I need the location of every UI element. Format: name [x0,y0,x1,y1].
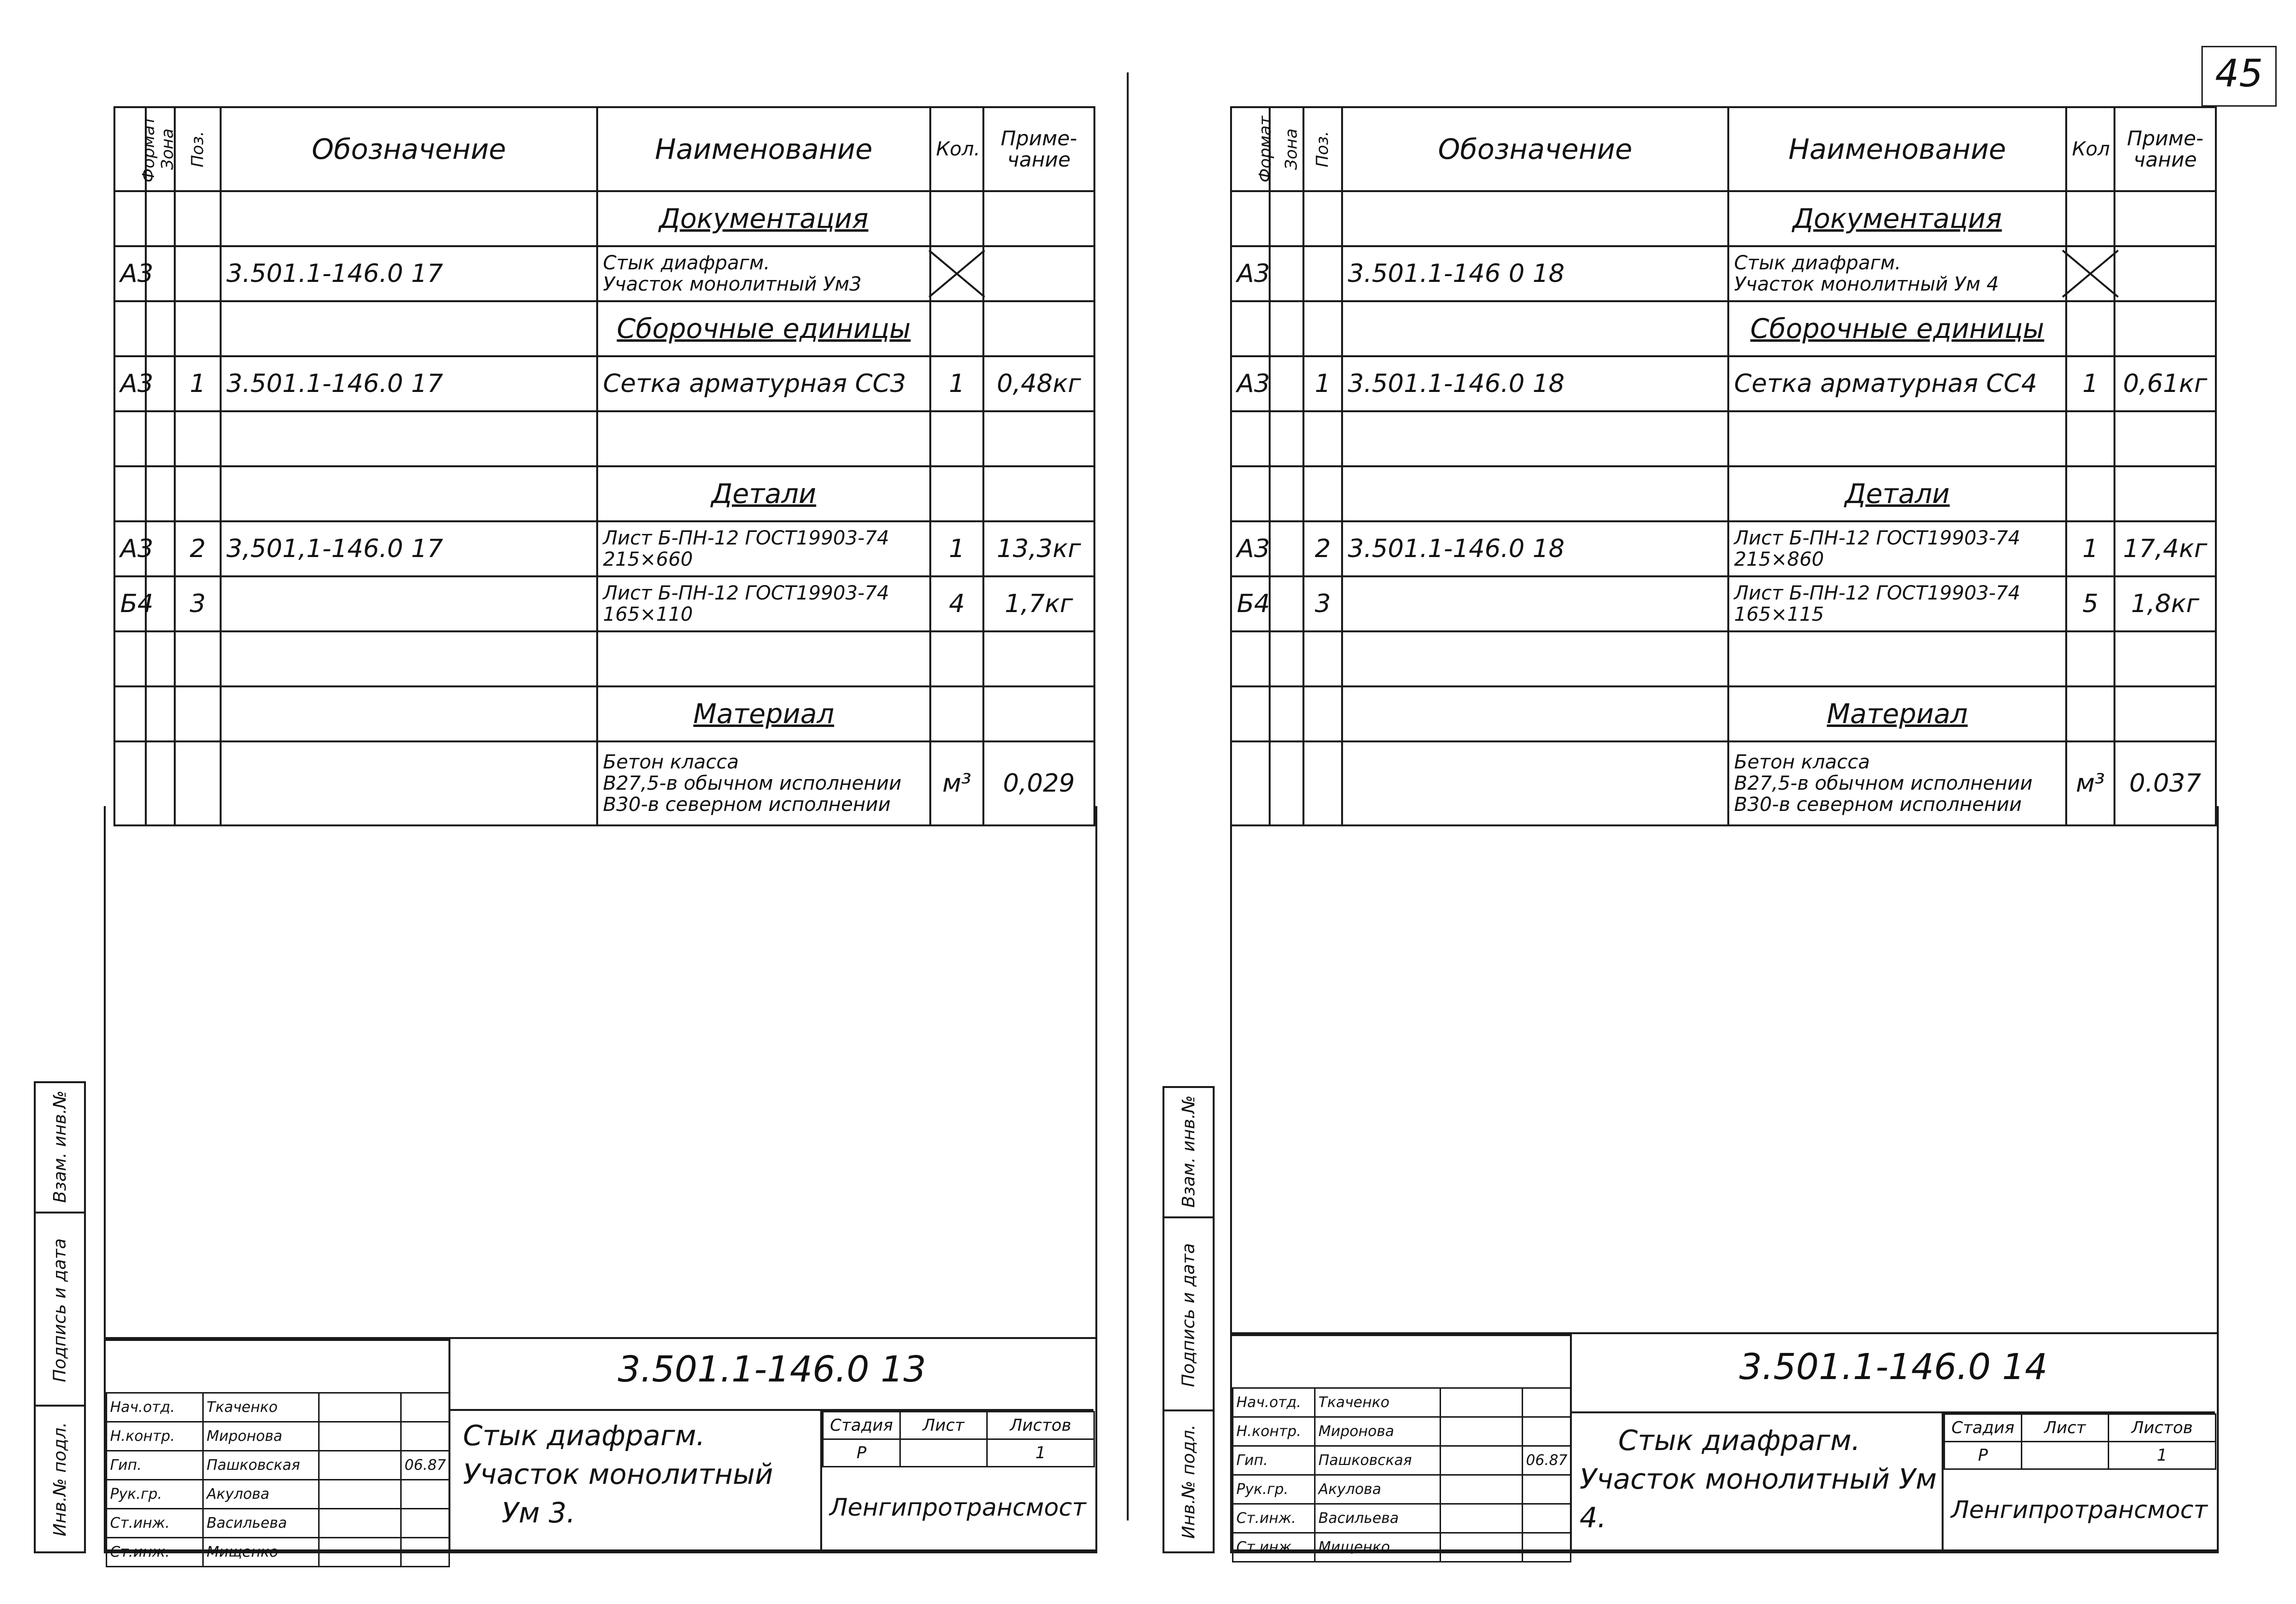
staff-table [1232,1387,1571,1562]
side-inv: Инв.№ подл. [1164,1409,1213,1551]
side-strip-right [1162,1086,1215,1553]
drawing-title: Стык диафрагм. Участок монолитный Ум 4. [1580,1424,1937,1534]
stage-table: Стадия Лист Листов Р 1 [822,1411,1095,1467]
cross-mark [930,246,983,301]
spec-table-right [1230,106,2217,826]
staff-row: Гип. Пашковская 06.87 [1233,1446,1571,1475]
staff-row: Ст.инж. Васильева [1233,1504,1571,1533]
col-pos: Поз. [1303,107,1342,191]
spec-table-left [113,106,1095,826]
staff-row: Нач.отд. Ткаченко [1233,1388,1571,1417]
table-row: Б4 3 Лист Б-ПН-12 ГОСТ19903-74 165×110 4 1,7кг [114,576,1094,631]
table-row: Бетон класса В27,5-в обычном исполнении В30-в северном исполнении м³ 0.037 [1231,741,2216,825]
side-strip-left [34,1081,86,1553]
table-row: А3 1 3.501.1-146.0 17 Сетка арматурная СС3 1 0,48кг [114,356,1094,411]
spec-header [1231,107,2216,191]
side-vzam: Взам. инв.№ [1178,1095,1199,1208]
table-row: А3 2 3,501,1-146.0 17 Лист Б-ПН-12 ГОСТ19903-74 215×660 1 13,3кг [114,521,1094,576]
col-zone: Зона [146,107,175,191]
side-vzam: Взам. инв.№ [50,1090,70,1203]
spec-header [114,107,1094,191]
table-row [1231,191,2216,246]
table-row [114,686,1094,741]
table-row: А3 3.501.1-146.0 17 Стык диафрагм. Участок монолитный Ум3 [114,246,1094,301]
table-row [1231,466,2216,521]
table-row [114,301,1094,356]
organization: Ленгипротрансмост [829,1493,1086,1521]
staff-row: Ст.инж. Васильева [107,1509,449,1538]
table-row [114,411,1094,466]
section-assembly: Сборочные единицы [1728,301,2066,356]
table-row [114,631,1094,686]
document-code: 3.501.1-146.0 14 [1739,1346,2048,1388]
sheet-right [1148,0,2296,1604]
staff-row: Гип. Пашковская 06.87 [107,1451,449,1480]
table-row [114,466,1094,521]
col-note: Приме-чание [983,107,1094,191]
organization: Ленгипротрансмост [1951,1496,2208,1524]
staff-row: Рук.гр. Акулова [107,1480,449,1509]
title-block-right [1230,1332,2219,1556]
side-podpis: Подпись и дата [1164,1216,1213,1411]
col-name: Наименование [1728,107,2066,191]
section-details: Детали [1728,466,2066,521]
col-format: Формат [114,107,146,191]
drawing-title: Стык диафрагм. Участок монолитный Ум 3. [463,1419,773,1529]
staff-table [106,1392,450,1567]
stage-table: Стадия Лист Листов Р 1 [1944,1413,2216,1470]
table-row: Б4 3 Лист Б-ПН-12 ГОСТ19903-74 165×115 5 1,8кг [1231,576,2216,631]
page-number: 45 [2201,46,2277,107]
staff-row: Н.контр. Миронова [107,1422,449,1451]
table-row: А3 3.501.1-146 0 18 Стык диафрагм. Участок монолитный Ум 4 [1231,246,2216,301]
document-code: 3.501.1-146.0 13 [617,1349,926,1390]
section-material: Материал [1728,686,2066,741]
col-zone: Зона [1270,107,1303,191]
section-material: Материал [597,686,930,741]
section-assembly: Сборочные единицы [597,301,930,356]
table-row [1231,301,2216,356]
col-format: Формат [1231,107,1270,191]
col-designation: Обозначение [1342,107,1728,191]
table-row: А3 2 3.501.1-146.0 18 Лист Б-ПН-12 ГОСТ19903-74 215×860 1 17,4кг [1231,521,2216,576]
col-pos: Поз. [175,107,221,191]
staff-row: Нач.отд. Ткаченко [107,1393,449,1422]
section-docs: Документация [1728,191,2066,246]
table-row [1231,411,2216,466]
table-row: Бетон класса В27,5-в обычном исполнении В30-в северном исполнении м³ 0,029 [114,741,1094,825]
staff-row: Н.контр. Миронова [1233,1417,1571,1446]
col-note: Приме-чание [2114,107,2216,191]
section-docs: Документация [597,191,930,246]
col-qty: Кол [2066,107,2114,191]
section-details: Детали [597,466,930,521]
col-name: Наименование [597,107,930,191]
side-inv: Инв.№ подл. [36,1405,84,1551]
staff-row: Рук.гр. Акулова [1233,1475,1571,1504]
table-row [1231,631,2216,686]
title-block-left [104,1337,1097,1561]
staff-row: Ст.инж. Мищенко [107,1538,449,1567]
cross-mark [2066,246,2114,301]
table-row: А3 1 3.501.1-146.0 18 Сетка арматурная СС4 1 0,61кг [1231,356,2216,411]
col-qty: Кол. [930,107,983,191]
table-row [114,191,1094,246]
side-podpis: Подпись и дата [36,1212,84,1407]
col-designation: Обозначение [221,107,597,191]
table-row [1231,686,2216,741]
staff-row: Ст.инж. Мищенко [1233,1533,1571,1562]
